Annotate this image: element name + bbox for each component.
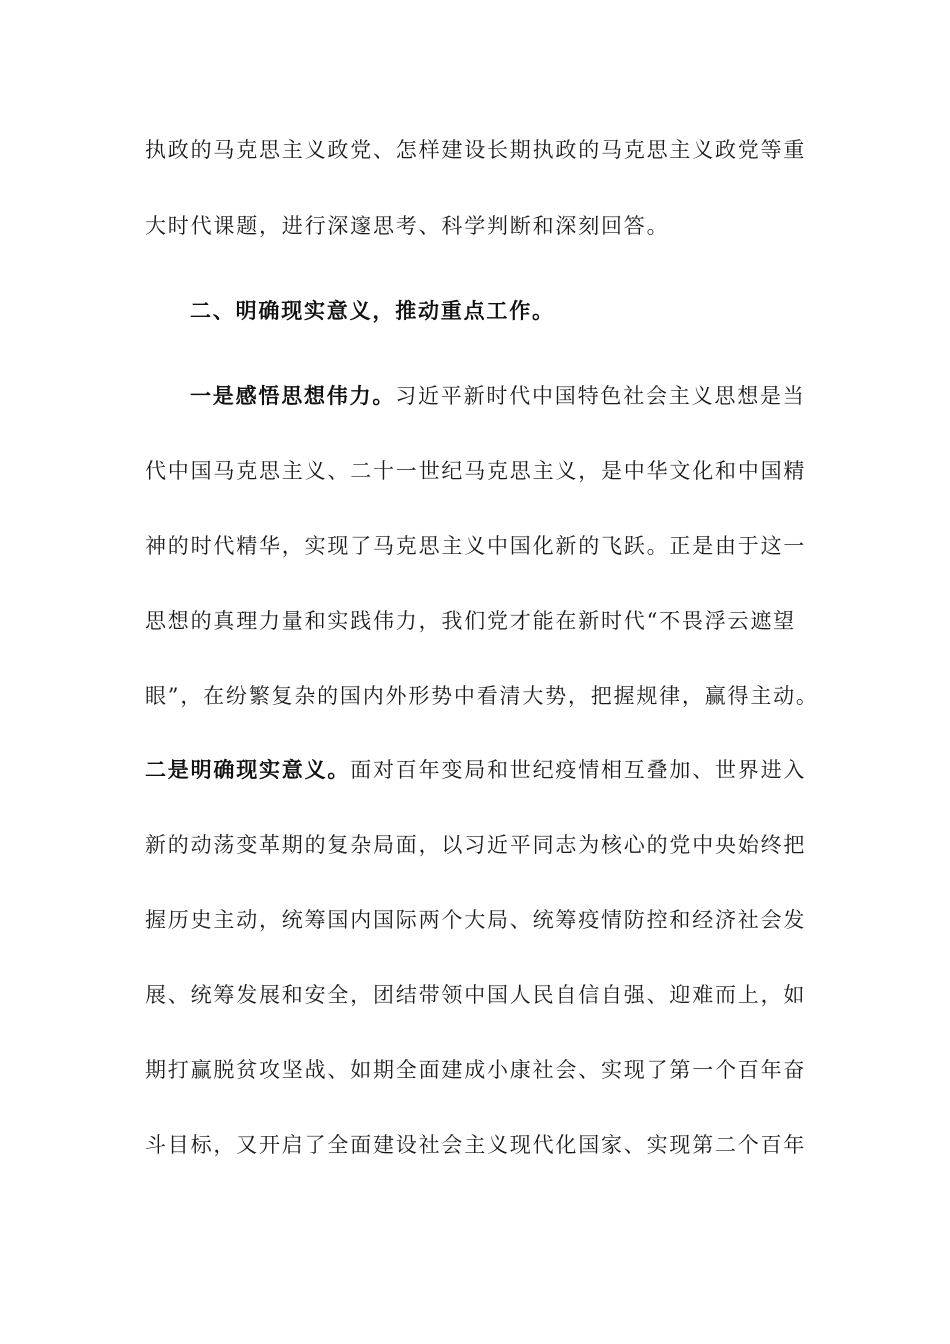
line-text: 大时代课题，进行深邃思考、科学判断和深刻回答。 [145, 214, 670, 238]
section-heading-text: 二、明确现实意义，推动重点工作。 [190, 299, 555, 323]
line-text: 习近平新时代中国特色社会主义思想是当 [395, 384, 806, 408]
line-text: 握历史主动，统筹国内国际两个大局、统筹疫情防控和经济社会发 [145, 908, 807, 932]
line-text: 展、统筹发展和安全，团结带领中国人民自信自强、迎难而上，如 [145, 983, 807, 1007]
line-text: 思想的真理力量和实践伟力，我们党才能在新时代“不畏浮云遮望 [145, 609, 796, 633]
line-text: 面对百年变局和世纪疫情相互叠加、世界进入 [350, 758, 807, 782]
text-line [145, 981, 825, 1009]
text-line [145, 756, 825, 784]
text-line [145, 1056, 825, 1084]
text-line [190, 382, 870, 410]
line-text: 斗目标，又开启了全面建设社会主义现代化国家、实现第二个百年 [145, 1133, 807, 1157]
text-line [145, 831, 825, 859]
line-text: 神的时代精华，实现了马克思主义中国化新的飞跃。正是由于这一 [145, 534, 807, 558]
line-text: 期打赢脱贫攻坚战、如期全面建成小康社会、实现了第一个百年奋 [145, 1058, 807, 1082]
text-line [145, 607, 825, 635]
point-heading: 一是感悟思想伟力。 [190, 384, 396, 408]
text-line [145, 682, 825, 710]
line-text: 执政的马克思主义政党、怎样建设长期执政的马克思主义政党等重 [145, 138, 807, 162]
text-line [145, 457, 825, 485]
text-line [145, 1131, 825, 1159]
text-line [145, 532, 825, 560]
point-heading: 二是明确现实意义。 [145, 758, 351, 782]
text-line [145, 906, 825, 934]
line-text: 新的动荡变革期的复杂局面，以习近平同志为核心的党中央始终把 [145, 833, 807, 857]
line-text: 代中国马克思主义、二十一世纪马克思主义，是中华文化和中国精 [145, 459, 807, 483]
section-heading [190, 297, 870, 325]
text-line [145, 212, 825, 240]
text-line [145, 136, 825, 164]
line-text: 眼”，在纷繁复杂的国内外形势中看清大势，把握规律，赢得主动。 [145, 684, 819, 708]
